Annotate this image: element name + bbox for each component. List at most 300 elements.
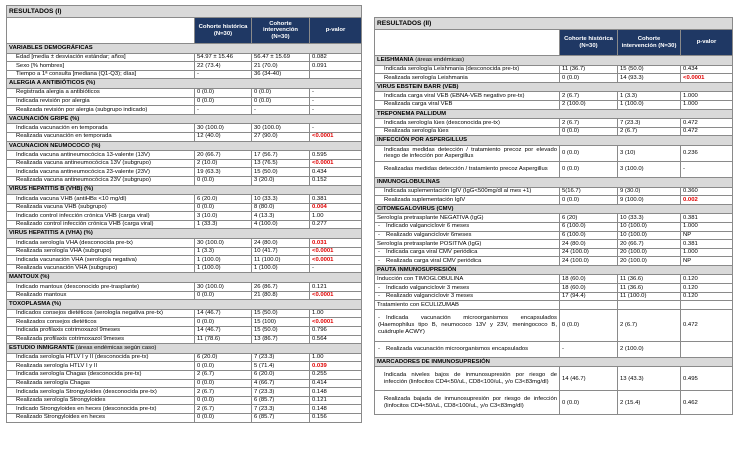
row-label-text: Realizado valganciclovir 3 meses: [386, 293, 474, 300]
cell-intervencion: 20 (100.0): [618, 257, 681, 266]
cell-intervencion: 14 (93.3): [618, 74, 681, 83]
cell-historica: 0 (0.0): [195, 291, 252, 300]
section-header: [7, 344, 362, 354]
cell-intervencion: 7 (23.3): [618, 119, 681, 128]
cell-pvalor: 0.039: [310, 362, 362, 371]
section-header: [7, 185, 362, 195]
cell-intervencion: -: [252, 106, 310, 115]
row-label: [375, 341, 560, 357]
cell-historica: 3 (10.0): [195, 212, 252, 221]
row-label-text: Indicada profilaxis cotrimoxazol 9meses: [16, 327, 121, 334]
cell-pvalor: -: [310, 97, 362, 106]
cell-intervencion: 5 (71.4): [252, 362, 310, 371]
table-row: [7, 124, 362, 133]
cell-historica: 0 (0.0): [195, 413, 252, 422]
cell-historica: 22 (73.4): [195, 62, 252, 71]
table-row: [375, 257, 733, 266]
row-label: [7, 239, 195, 248]
row-label-text: Realizada serología HTLV I y II: [16, 362, 98, 369]
cell-historica: 14 (46.7): [560, 367, 618, 391]
cell-intervencion: 10 (100.0): [618, 222, 681, 231]
cell-pvalor: 1.00: [310, 353, 362, 362]
row-label: [7, 124, 195, 133]
cell-pvalor: 0.472: [681, 127, 733, 136]
table-row: [7, 396, 362, 405]
cell-pvalor: [681, 301, 733, 310]
row-label: [375, 92, 560, 101]
cell-pvalor: 0.434: [681, 65, 733, 74]
section-row: [375, 265, 733, 275]
row-label-text: Sexo [% hombres]: [16, 62, 65, 69]
cell-historica: 24 (80.0): [560, 240, 618, 249]
cell-pvalor: 1.00: [310, 309, 362, 318]
cell-historica: 30 (100.0): [195, 283, 252, 292]
section-row: [375, 136, 733, 146]
table-row: [7, 264, 362, 273]
cell-intervencion: 1 (100.0): [252, 264, 310, 273]
row-label-text: Realizada serología Chagas: [16, 380, 91, 387]
cell-intervencion: 0 (0.0): [252, 97, 310, 106]
section-label: VIRUS HEPATITIS B (VHB) (%): [9, 186, 94, 193]
cell-historica: 0 (0.0): [195, 396, 252, 405]
cell-intervencion: 2 (15.4): [618, 391, 681, 415]
cell-historica: 19 (63.3): [195, 168, 252, 177]
row-label: [7, 132, 195, 141]
row-label-text: Realizada vacunación microorganismos encapsulados: [386, 346, 529, 353]
cell-pvalor: 0.277: [310, 220, 362, 229]
cell-intervencion: 6 (20.0): [252, 370, 310, 379]
table-row: [7, 379, 362, 388]
cell-intervencion: 10 (33.3): [618, 214, 681, 223]
row-label: [7, 168, 195, 177]
row-label-text: Realizado valganciclovir 6meses: [386, 231, 472, 238]
cell-historica: 6 (100.0): [560, 231, 618, 240]
table-row: [375, 65, 733, 74]
row-label-text: Indicada serología HTLV I y II (desconocida pre-tx): [16, 354, 149, 361]
section-label: LEISHMANIA: [377, 56, 414, 63]
row-label: [375, 231, 560, 240]
cell-historica: 2 (6.7): [560, 119, 618, 128]
bullet-dash: -: [378, 346, 380, 353]
table-row: [375, 127, 733, 136]
cell-intervencion: 21 (70.0): [252, 62, 310, 71]
cell-intervencion: [618, 301, 681, 310]
table-row: [375, 240, 733, 249]
row-label: [375, 275, 560, 284]
section-row: [7, 273, 362, 283]
row-label: [7, 203, 195, 212]
row-label: [375, 119, 560, 128]
row-label-text: Realizada vacunación VHA (subgrupo): [16, 265, 118, 272]
table-row: [7, 132, 362, 141]
cell-intervencion: 15 (50.0): [252, 327, 310, 336]
cell-historica: 24 (100.0): [560, 248, 618, 257]
row-label-text: Realizada serología lúes: [384, 128, 449, 135]
header-historica: Cohorte histórica (N=30): [560, 30, 618, 56]
cell-pvalor: 0.082: [310, 53, 362, 62]
cell-historica: 0 (0.0): [195, 176, 252, 185]
section-label: MARCADORES DE INMUNOSUPRESIÓN: [377, 358, 490, 365]
section-row: [375, 357, 733, 367]
row-label-text: Realizada profilaxis cotrimoxazol 9meses: [16, 336, 125, 343]
row-label-text: Realizada vacunación en temporada: [16, 133, 112, 140]
section-header: [7, 79, 362, 89]
table-row: [375, 74, 733, 83]
row-label-text: Indicado Strongyloides en heces (desconocida pre-tx): [16, 405, 157, 412]
section-row: [375, 204, 733, 214]
cell-intervencion: 15 (50.0): [618, 65, 681, 74]
section-row: [7, 114, 362, 124]
table-row: [7, 97, 362, 106]
table-row: [375, 161, 733, 177]
cell-intervencion: 15 (50.0): [252, 168, 310, 177]
cell-historica: 14 (46.7): [195, 327, 252, 336]
header-pvalor: p-valor: [310, 18, 362, 44]
section-row: [375, 177, 733, 187]
table-row: [375, 309, 733, 341]
cell-pvalor: 0.472: [681, 309, 733, 341]
row-label: [7, 62, 195, 71]
row-label-text: Indicada serología Strongyloides (desconocida pre-tx): [16, 388, 157, 395]
cell-historica: 18 (60.0): [560, 284, 618, 293]
row-label: [375, 74, 560, 83]
row-label-text: Indicada niveles bajos de inmunosupresión por riesgo de infección (linfocitos CD4<50/uL, CD8<100/uL, y/o C3<83mg/dl): [384, 372, 557, 385]
header-intervencion: Cohorte intervención (N=30): [618, 30, 681, 56]
row-label: [7, 176, 195, 185]
table-row: [7, 151, 362, 160]
row-label-text: Indicada vacunación VHA (serología negativa): [16, 256, 137, 263]
section-header: [375, 82, 733, 92]
table-row: [7, 247, 362, 256]
cell-pvalor: NP: [681, 231, 733, 240]
header-pvalor: p-valor: [681, 30, 733, 56]
section-label: TREPONEMA PALLIDUM: [377, 110, 447, 117]
row-label-text: Indicado valganciclovir 3 meses: [386, 284, 470, 291]
row-label: [375, 127, 560, 136]
section-row: [7, 79, 362, 89]
cell-intervencion: 13 (86.7): [252, 335, 310, 344]
cell-pvalor: 0.462: [681, 391, 733, 415]
section-label: ESTUDIO INMIGRANTE: [9, 345, 75, 352]
row-label: [7, 318, 195, 327]
section-row: [7, 141, 362, 151]
row-label: [375, 367, 560, 391]
row-label: [375, 145, 560, 161]
cell-pvalor: <0.0001: [310, 291, 362, 300]
section-header: [375, 136, 733, 146]
table-row: [7, 405, 362, 414]
row-label: [375, 222, 560, 231]
table-row: [375, 187, 733, 196]
cell-historica: -: [195, 70, 252, 79]
cell-historica: 54.97 ± 15.46: [195, 53, 252, 62]
row-label-text: Indicados consejos dietéticos (serología negativa pre-tx): [16, 310, 164, 317]
row-label-text: Serología pretrasplante POSITIVA (IgG): [377, 240, 482, 247]
cell-intervencion: 2 (6.7): [618, 309, 681, 341]
cell-historica: 0 (0.0): [195, 362, 252, 371]
row-label-text: Edad [media ± desviación estándar; años]: [16, 54, 126, 61]
table-row: [375, 119, 733, 128]
row-label: [7, 291, 195, 300]
row-label-text: Realizada vacuna antineumocócica 23V (subgrupo): [16, 177, 151, 184]
table-row: [7, 309, 362, 318]
header-row: [7, 18, 362, 44]
table-row: [7, 220, 362, 229]
cell-intervencion: 4 (66.7): [252, 379, 310, 388]
cell-pvalor: 0.091: [310, 62, 362, 71]
table-row: [375, 275, 733, 284]
cell-pvalor: 1.000: [681, 248, 733, 257]
header-historica: Cohorte histórica (N=30): [195, 18, 252, 44]
row-label: [375, 214, 560, 223]
cell-intervencion: 15 (50.0): [252, 309, 310, 318]
cell-historica: 0 (0.0): [560, 161, 618, 177]
cell-pvalor: -: [310, 124, 362, 133]
cell-intervencion: 36 (34-40): [252, 70, 310, 79]
table-row: [7, 388, 362, 397]
cell-pvalor: <0.0001: [310, 132, 362, 141]
cell-intervencion: 11 (36.6): [618, 284, 681, 293]
cell-historica: 11 (36.7): [560, 65, 618, 74]
cell-historica: [560, 301, 618, 310]
cell-intervencion: 3 (20.0): [252, 176, 310, 185]
cell-intervencion: 20 (100.0): [618, 248, 681, 257]
cell-pvalor: 0.381: [681, 214, 733, 223]
bullet-dash: -: [378, 315, 380, 322]
row-label-text: Realizada serología VHA (subgrupo): [16, 248, 112, 255]
cell-historica: -: [195, 106, 252, 115]
cell-pvalor: 0.148: [310, 388, 362, 397]
cell-historica: 0 (0.0): [560, 196, 618, 205]
cell-historica: 0 (0.0): [560, 145, 618, 161]
cell-intervencion: 6 (85.7): [252, 396, 310, 405]
section-header: [375, 357, 733, 367]
cell-intervencion: 3 (100.0): [618, 161, 681, 177]
cell-intervencion: 8 (80.0): [252, 203, 310, 212]
row-label: [375, 161, 560, 177]
cell-pvalor: 0.595: [310, 151, 362, 160]
table-row: [7, 335, 362, 344]
section-header: [7, 141, 362, 151]
table-row: [7, 88, 362, 97]
row-label-text: Realizado control infección crónica VHB (carga viral): [16, 221, 154, 228]
section-label: ALERGIA A ANTIBIÓTICOS (%): [9, 80, 96, 87]
cell-historica: 18 (60.0): [560, 275, 618, 284]
cell-pvalor: 0.120: [681, 275, 733, 284]
cell-pvalor: 0.236: [681, 145, 733, 161]
row-label-text: Registrada alergia a antibióticos: [16, 89, 100, 96]
table-row: [375, 145, 733, 161]
row-label: [375, 65, 560, 74]
table-row: [7, 318, 362, 327]
cell-historica: 0 (0.0): [195, 379, 252, 388]
cell-historica: 30 (100.0): [195, 124, 252, 133]
section-label: VARIABLES DEMOGRÁFICAS: [9, 44, 93, 51]
row-label: [375, 187, 560, 196]
table-row: [7, 291, 362, 300]
cell-historica: 2 (6.7): [195, 388, 252, 397]
section-label: CITOMEGALOVIRUS (CMV): [377, 205, 454, 212]
table-row: [375, 92, 733, 101]
cell-historica: 1 (100.0): [195, 264, 252, 273]
row-label-text: Realizados consejos dietéticos: [16, 318, 97, 325]
row-label: [7, 396, 195, 405]
row-label-text: Indicada suplementación IgIV (IgG<500mg/dl al mes +1): [384, 188, 532, 195]
row-label-text: Realizadas medidas detección / tratamiento precoz Aspergillus: [384, 166, 548, 173]
row-label: [7, 159, 195, 168]
cell-historica: 1 (33.3): [195, 220, 252, 229]
cell-pvalor: <0.0001: [310, 318, 362, 327]
row-label-text: Indicada vacuna antineumocócica 23-valente (23V): [16, 168, 150, 175]
cell-historica: 0 (0.0): [560, 391, 618, 415]
cell-intervencion: 13 (76.5): [252, 159, 310, 168]
bullet-dash: -: [378, 284, 380, 291]
cell-pvalor: 1.000: [681, 92, 733, 101]
table-row: [375, 292, 733, 301]
row-label: [7, 264, 195, 273]
cell-historica: 0 (0.0): [560, 74, 618, 83]
cell-pvalor: 0.360: [681, 187, 733, 196]
row-label: [7, 370, 195, 379]
table-row: [375, 214, 733, 223]
row-label: [7, 247, 195, 256]
cell-historica: 2 (100.0): [560, 100, 618, 109]
cell-intervencion: 21 (80.8): [252, 291, 310, 300]
cell-pvalor: 0.434: [310, 168, 362, 177]
cell-pvalor: 0.255: [310, 370, 362, 379]
row-label-text: Realizada revisión por alergia (subgrupo indicado): [16, 106, 148, 113]
table-row: [7, 413, 362, 422]
row-label: [7, 70, 195, 79]
cell-pvalor: NP: [681, 257, 733, 266]
table-row: [7, 239, 362, 248]
cell-pvalor: 0.381: [681, 240, 733, 249]
table-row: [7, 283, 362, 292]
row-label: [375, 100, 560, 109]
cell-intervencion: 4 (100.0): [252, 220, 310, 229]
cell-pvalor: <0.0001: [310, 159, 362, 168]
section-label: TOXOPLASMA (%): [9, 301, 62, 308]
section-label: MANTOUX (%): [9, 274, 50, 281]
cell-intervencion: 9 (100.0): [618, 196, 681, 205]
row-label-text: Realizada vacuna antineumocócica 13V (subgrupo): [16, 160, 151, 167]
table-row: [375, 341, 733, 357]
cell-historica: 0 (0.0): [195, 97, 252, 106]
row-label-text: Serología pretrasplante NEGATIVA (IgG): [377, 214, 484, 221]
cell-historica: 0 (0.0): [195, 88, 252, 97]
cell-historica: 2 (6.7): [195, 405, 252, 414]
table-title: RESULTADOS (I): [7, 6, 362, 18]
cell-pvalor: [310, 70, 362, 79]
table-row: [375, 391, 733, 415]
table-row: [375, 248, 733, 257]
bullet-dash: -: [378, 257, 380, 264]
table-row: [375, 367, 733, 391]
cell-intervencion: 2 (6.7): [618, 127, 681, 136]
row-label: [375, 196, 560, 205]
cell-pvalor: 0.148: [310, 405, 362, 414]
row-label: [7, 353, 195, 362]
cell-pvalor: 1.000: [681, 100, 733, 109]
table-row: [7, 70, 362, 79]
title-row: [375, 18, 733, 30]
cell-intervencion: 11 (100.0): [252, 256, 310, 265]
results-table-2: [374, 17, 733, 415]
row-label: [375, 301, 560, 310]
cell-intervencion: 10 (41.7): [252, 247, 310, 256]
row-label: [7, 283, 195, 292]
section-header: [7, 273, 362, 283]
cell-historica: 2 (10.0): [195, 159, 252, 168]
row-label-text: Indicada serología Leishmania (desconocida pre-tx): [384, 66, 520, 73]
section-header: [7, 114, 362, 124]
row-label: [7, 151, 195, 160]
cell-pvalor: 1.00: [310, 212, 362, 221]
row-label: [375, 248, 560, 257]
row-label-text: Realizado Strongyloides en heces: [16, 414, 106, 421]
table-row: [7, 370, 362, 379]
cell-historica: 2 (6.7): [195, 370, 252, 379]
section-row: [7, 300, 362, 310]
table-row: [7, 327, 362, 336]
row-label-text: Realizado mantoux: [16, 292, 67, 299]
cell-pvalor: 0.796: [310, 327, 362, 336]
cell-historica: -: [560, 341, 618, 357]
table-row: [7, 212, 362, 221]
row-label: [7, 388, 195, 397]
row-label-text: Indicada vacunación en temporada: [16, 124, 108, 131]
cell-intervencion: 7 (23.3): [252, 405, 310, 414]
cell-intervencion: 10 (33.3): [252, 195, 310, 204]
header-blank: [375, 30, 560, 56]
row-label: [7, 335, 195, 344]
cell-intervencion: 1 (3.3): [618, 92, 681, 101]
cell-pvalor: 0.120: [681, 284, 733, 293]
section-row: [375, 109, 733, 119]
cell-historica: 1 (3.3): [195, 247, 252, 256]
section-row: [375, 56, 733, 66]
row-label: [7, 195, 195, 204]
section-label: PAUTA INMUNOSUPRESIÓN: [377, 266, 457, 273]
table-row: [7, 256, 362, 265]
section-row: [7, 185, 362, 195]
cell-pvalor: -: [310, 88, 362, 97]
cell-historica: 0 (0.0): [195, 318, 252, 327]
row-label-text: Indicada serología VHA (desconocida pre-tx): [16, 239, 133, 246]
cell-historica: 0 (0.0): [560, 309, 618, 341]
row-label-text: Indicado control infección crónica VHB (carga viral): [16, 212, 150, 219]
table-row: [7, 353, 362, 362]
row-label-text: Indicadas medidas detección / tratamiento precoz por elevado riesgo de infección por Aspergillus: [384, 146, 557, 160]
row-label-text: Indicada vacunación microorganismos encapsulados (Haemophilus tipo B, neumococo 13V y 23V, meningococo B, cuádruple ACWY): [378, 315, 557, 335]
row-label-text: Realizada serología Leishmania: [384, 74, 468, 81]
row-label-text: Realizada serología Strongyloides: [16, 397, 106, 404]
row-label: [375, 284, 560, 293]
row-label: [7, 97, 195, 106]
row-label: [7, 309, 195, 318]
cell-pvalor: <0.0001: [310, 247, 362, 256]
section-row: [7, 344, 362, 354]
table-row: [375, 100, 733, 109]
section-header: [7, 300, 362, 310]
cell-historica: 20 (66.7): [195, 151, 252, 160]
section-header: [375, 204, 733, 214]
cell-intervencion: 9 (30.0): [618, 187, 681, 196]
cell-pvalor: [681, 341, 733, 357]
row-label-text: Indicada serología Chagas (desconocida pre-tx): [16, 371, 142, 378]
row-label: [7, 379, 195, 388]
cell-pvalor: 0.472: [681, 119, 733, 128]
